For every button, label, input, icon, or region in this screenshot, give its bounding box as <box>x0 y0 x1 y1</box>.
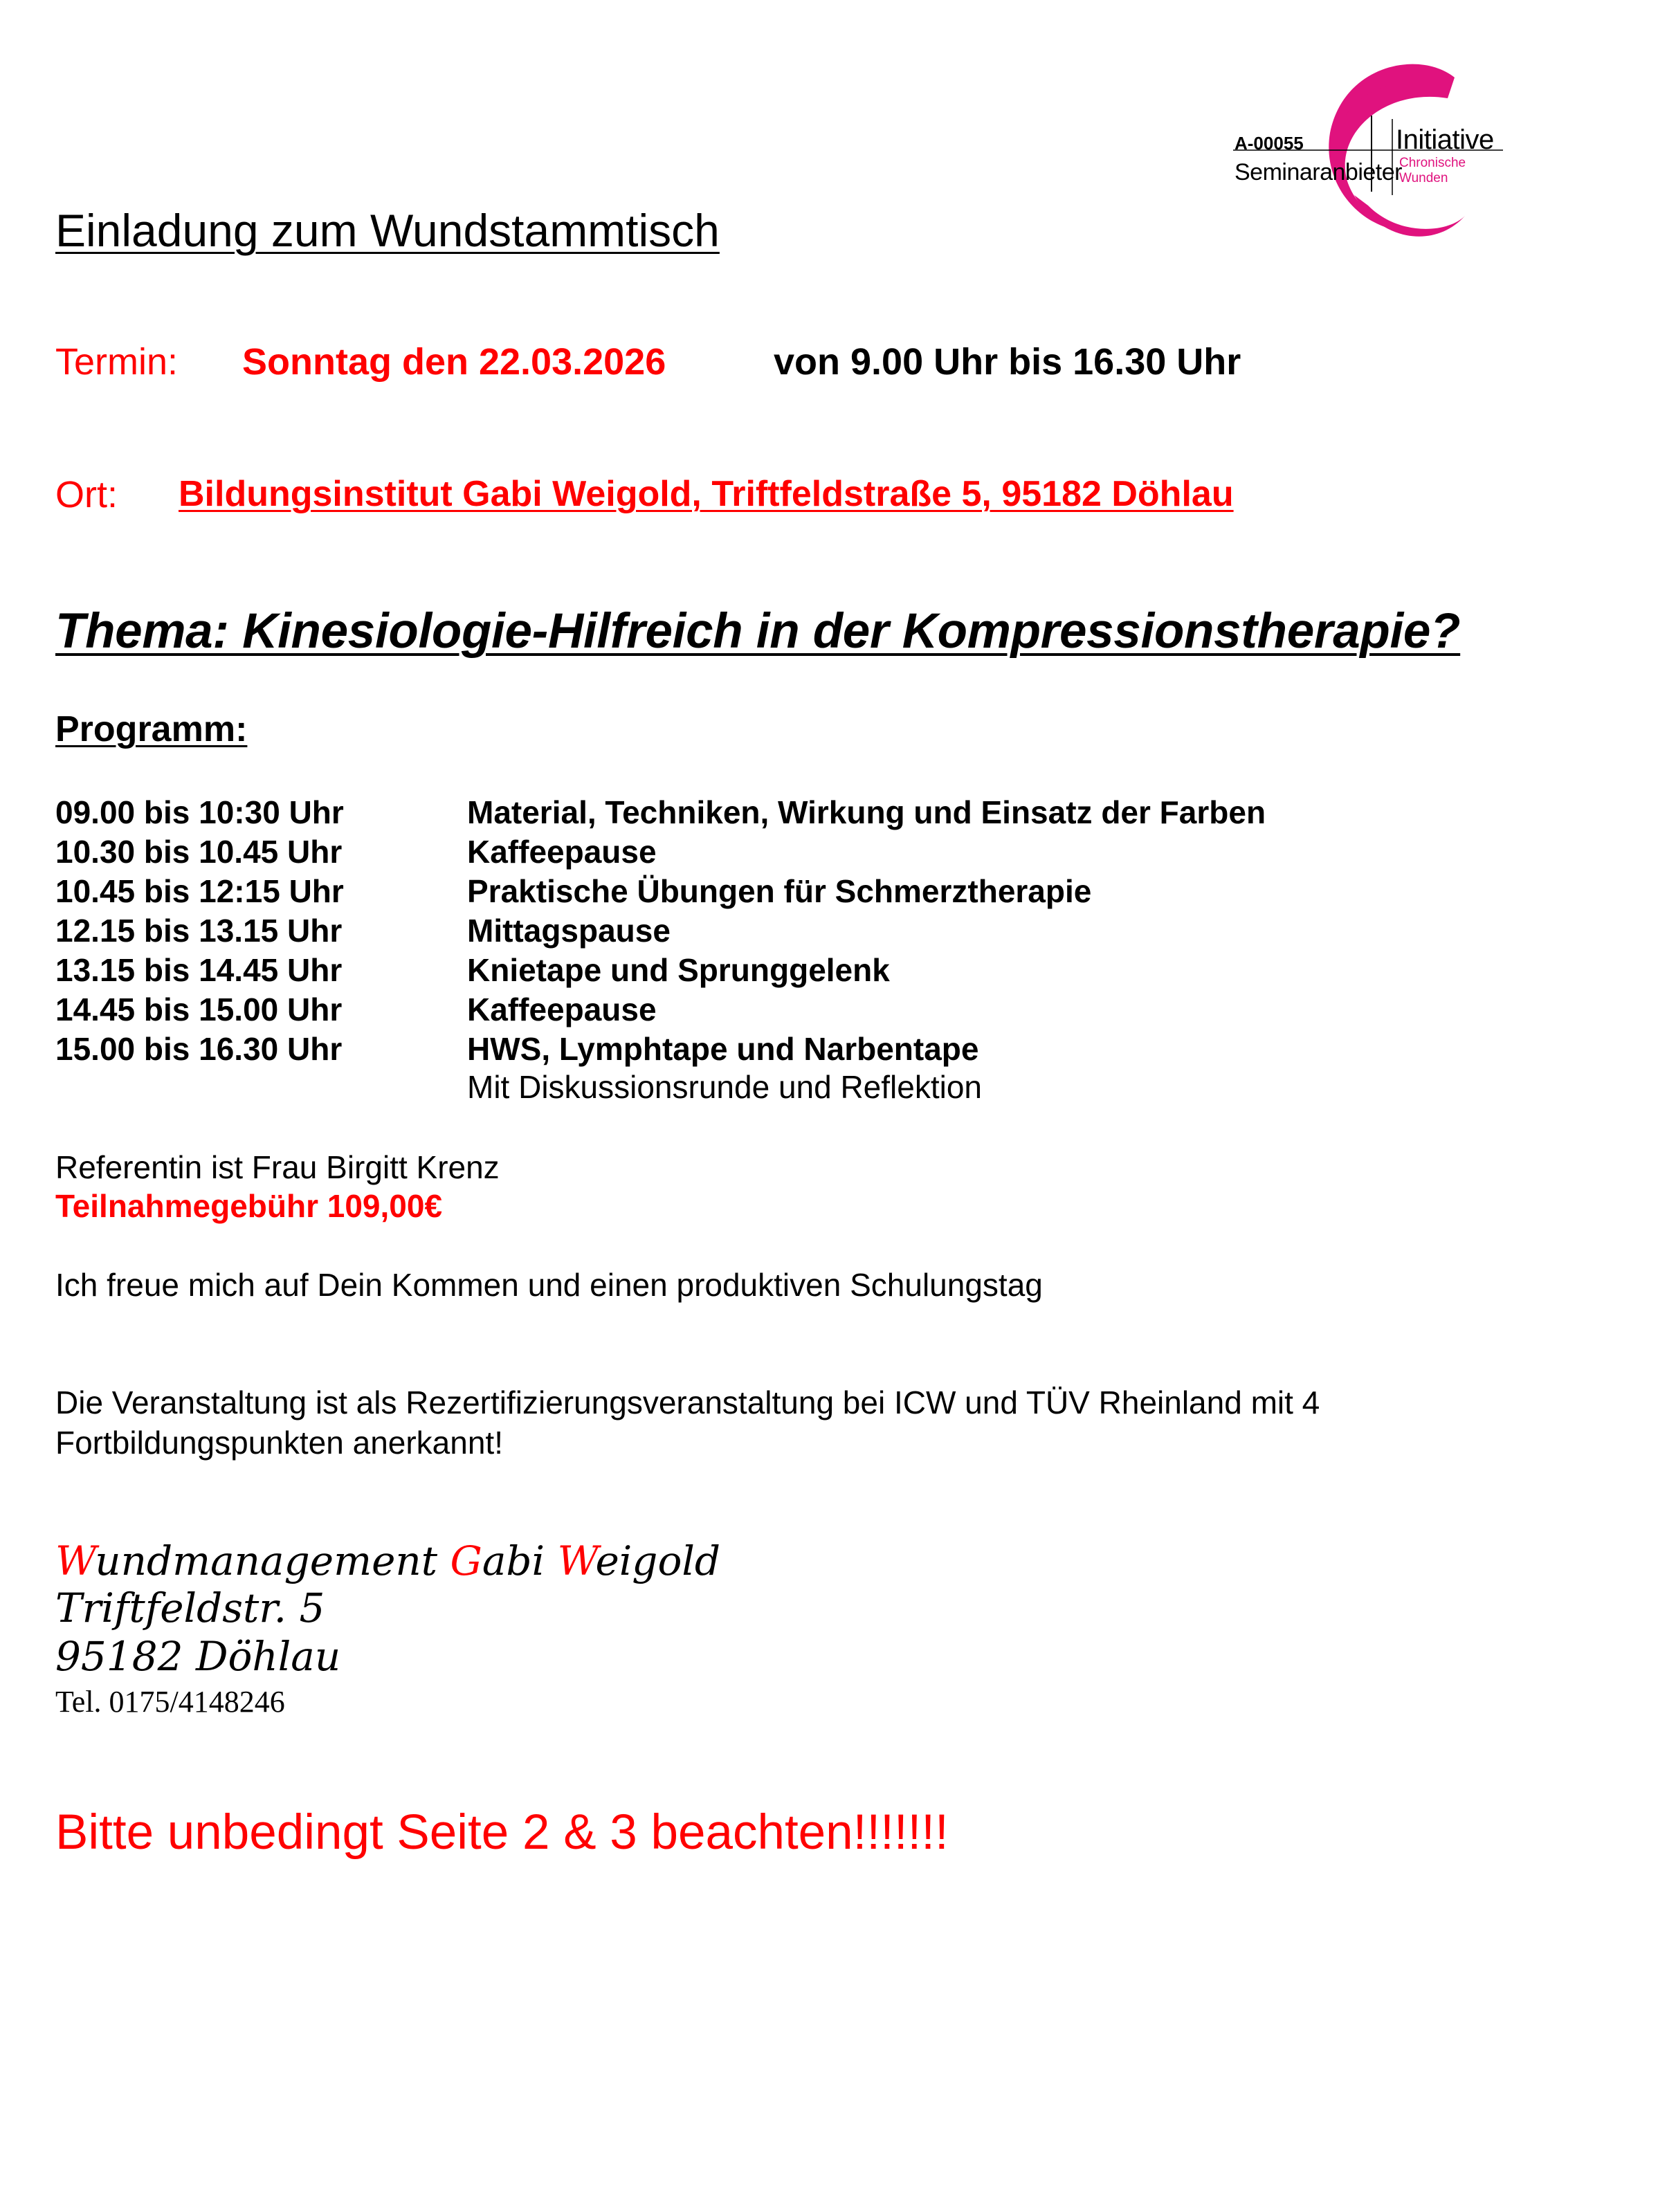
logo-initiative: Initiative <box>1396 125 1494 155</box>
program-time: 14.45 bis 15.00 Uhr <box>55 991 343 1027</box>
signature-part: undmanagement <box>95 1537 450 1584</box>
program-time: 10.30 bis 10.45 Uhr <box>55 834 343 870</box>
logo-wunden: Wunden <box>1399 171 1448 185</box>
logo-chronische: Chronische <box>1399 156 1466 170</box>
program-row <box>55 1030 1578 1069</box>
program-row <box>55 911 1578 951</box>
signature-initial: G <box>450 1537 482 1584</box>
program-desc: Mittagspause <box>467 913 671 949</box>
program-row <box>55 832 1578 872</box>
logo-code: A-00055 <box>1235 133 1304 154</box>
program-desc: Kaffeepause <box>467 834 657 870</box>
termin-time: von 9.00 Uhr bis 16.30 Uhr <box>774 341 1241 383</box>
program-row <box>55 951 1578 990</box>
program-desc: Knietape und Sprunggelenk <box>467 952 890 988</box>
program-row <box>55 872 1578 911</box>
programm-heading: Programm: <box>55 709 248 749</box>
signature-initial: W <box>55 1537 95 1584</box>
program-row <box>55 990 1578 1030</box>
program-time: 12.15 bis 13.15 Uhr <box>55 913 343 949</box>
program-note: Mit Diskussionsrunde und Reflektion <box>467 1069 983 1105</box>
referentin-text: Referentin ist Frau Birgitt Krenz <box>55 1149 500 1185</box>
logo-subtitle <box>1399 156 1466 186</box>
ort-label: Ort: <box>55 474 118 515</box>
ort-value: Bildungsinstitut Gabi Weigold, Triftfeldstraße 5, 95182 Döhlau <box>179 474 1234 514</box>
icw-logo <box>1226 50 1503 257</box>
program-time: 10.45 bis 12:15 Uhr <box>55 873 344 909</box>
page-title: Einladung zum Wundstammtisch <box>55 205 720 256</box>
certification-text: Die Veranstaltung ist als Rezertifizierungsveranstaltung bei ICW und TÜV Rheinland mit 4 Fortbildungspunkten anerkannt! <box>55 1384 1320 1461</box>
program-desc: Praktische Übungen für Schmerztherapie <box>467 873 1092 909</box>
termin-date: Sonntag den 22.03.2026 <box>242 341 666 383</box>
signature-tel: Tel. 0175/4148246 <box>55 1685 285 1719</box>
signature-part: eigold <box>595 1537 721 1584</box>
fee-text: Teilnahmegebühr 109,00€ <box>55 1188 443 1224</box>
program-row <box>55 793 1578 832</box>
signature-initial: W <box>557 1537 596 1584</box>
program-time: 09.00 bis 10:30 Uhr <box>55 794 344 830</box>
program-time: 13.15 bis 14.45 Uhr <box>55 952 343 988</box>
program-desc: Material, Techniken, Wirkung und Einsatz der Farben <box>467 794 1266 830</box>
signature-city: 95182 Döhlau <box>55 1633 341 1680</box>
program-time: 15.00 bis 16.30 Uhr <box>55 1031 343 1067</box>
notice-text: Bitte unbedingt Seite 2 & 3 beachten!!!!!!! <box>55 1805 949 1860</box>
signature-part: abi <box>482 1537 558 1584</box>
program-list <box>55 793 1578 1069</box>
termin-label: Termin: <box>55 341 179 383</box>
logo-provider: Seminaranbieter <box>1235 159 1402 185</box>
signature-name <box>55 1537 720 1584</box>
closing-text: Ich freue mich auf Dein Kommen und einen produktiven Schulungstag <box>55 1267 1043 1303</box>
program-desc: Kaffeepause <box>467 991 657 1027</box>
program-desc: HWS, Lymphtape und Narbentape <box>467 1031 979 1067</box>
signature-street: Triftfeldstr. 5 <box>55 1584 325 1631</box>
thema-heading: Thema: Kinesiologie-Hilfreich in der Kompressionstherapie? <box>55 604 1461 659</box>
